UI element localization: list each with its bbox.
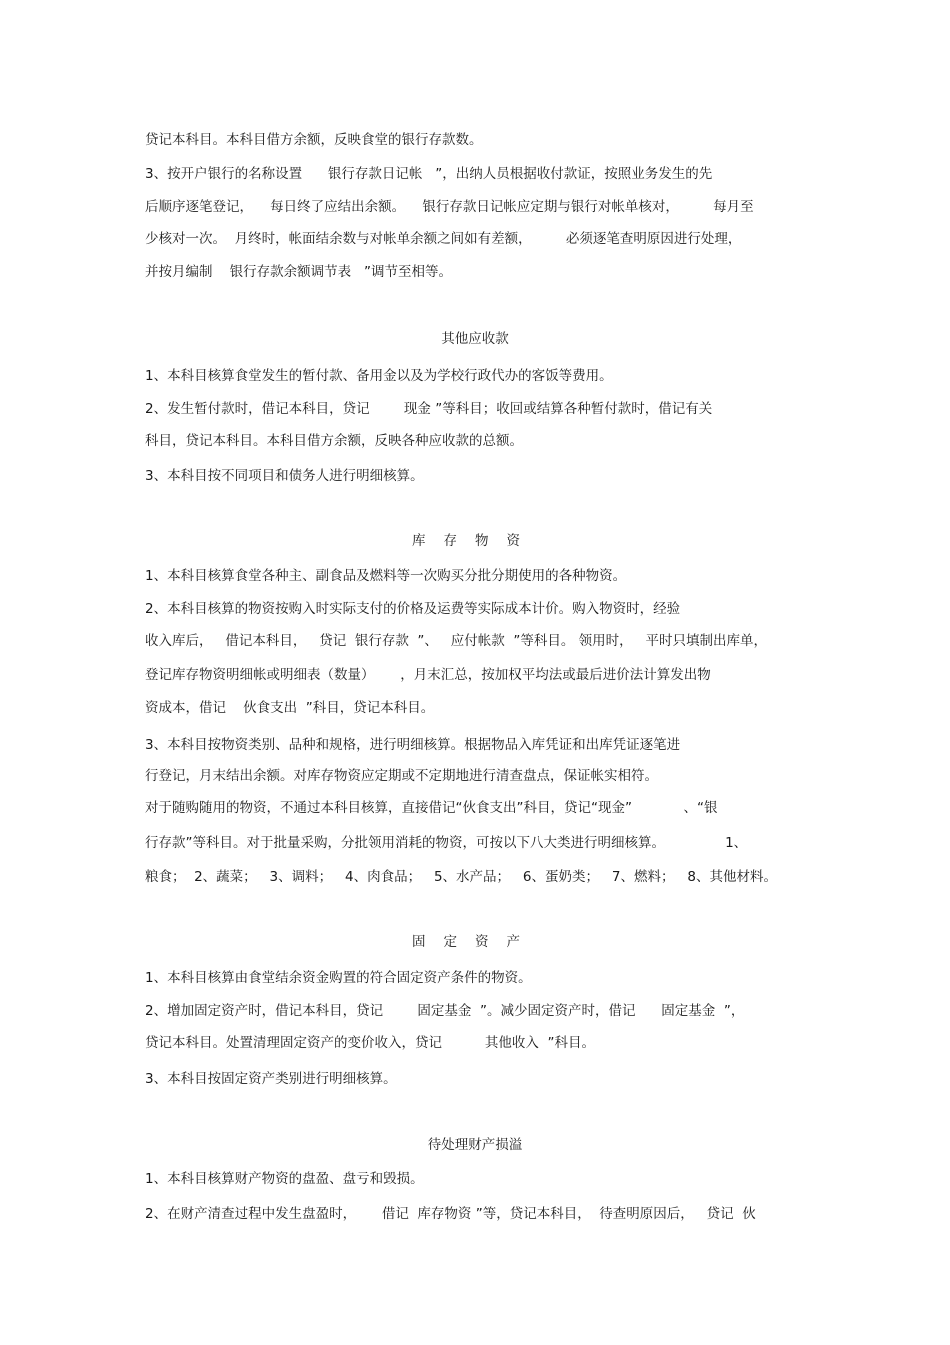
paragraph-line: 贷记本科目。处置清理固定资产的变价收入，贷记 其他收入 ”科目。 (145, 1035, 595, 1051)
paragraph-line: 资成本，借记 伙食支出 ”科目，贷记本科目。 (145, 700, 435, 716)
paragraph-line: 行存款”等科目。对于批量采购，分批领用消耗的物资，可按以下八大类进行明细核算。 1、 (145, 835, 748, 851)
paragraph-line: 3、按开户银行的名称设置 银行存款日记帐 ”，出纳人员根据收付款证，按照业务发生的先 (145, 166, 713, 182)
paragraph-line: 2、本科目核算的物资按购入时实际支付的价格及运费等实际成本计价。购入物资时，经验 (145, 601, 681, 617)
paragraph-line: 科目，贷记本科目。本科目借方余额，反映各种应收款的总额。 (145, 433, 523, 449)
section-title-fixed-assets: 固定资产 (412, 934, 538, 950)
section-title-pending-losses: 待处理财产损溢 (427, 1137, 523, 1153)
paragraph-line: 3、本科目按不同项目和债务人进行明细核算。 (145, 468, 424, 484)
paragraph-line: 1、本科目核算财产物资的盘盈、盘亏和毁损。 (145, 1171, 424, 1187)
paragraph-line: 2、增加固定资产时，借记本科目，贷记 固定基金 ”。减少固定资产时，借记 固定基金 ”， (145, 1003, 745, 1019)
paragraph-line: 3、本科目按固定资产类别进行明细核算。 (145, 1071, 397, 1087)
paragraph-line: 2、在财产清查过程中发生盘盈时， 借记 库存物资 ”等，贷记本科目， 待查明原因后， 贷记 伙 (145, 1206, 756, 1222)
section-title-inventory: 库存物资 (412, 533, 538, 549)
paragraph-line: 2、发生暂付款时，借记本科目，贷记 现金 ”等科目；收回或结算各种暂付款时，借记有关 (145, 401, 713, 417)
section-title-other-receivables: 其他应收款 (441, 331, 509, 347)
paragraph-line: 贷记本科目。本科目借方余额，反映食堂的银行存款数。 (145, 132, 483, 148)
paragraph-line: 粮食； 2、蔬菜； 3、调料； 4、肉食品； 5、水产品； 6、蛋奶类； 7、燃料； 8、其他材料。 (145, 869, 777, 885)
paragraph-line: 少核对一次。 月终时，帐面结余数与对帐单余额之间如有差额， 必须逐笔查明原因进行处理， (145, 231, 742, 247)
paragraph-line: 3、本科目按物资类别、品种和规格，进行明细核算。根据物品入库凭证和出库凭证逐笔进 (145, 737, 681, 753)
paragraph-line: 收入库后， 借记本科目， 贷记 银行存款 ”、 应付帐款 ”等科目。 领用时， 平时只填制出库单， (145, 633, 768, 649)
paragraph-line: 并按月编制 银行存款余额调节表 ”调节至相等。 (145, 264, 453, 280)
paragraph-line: 登记库存物资明细帐或明细表（数量） ，月末汇总，按加权平均法或最后进价法计算发出物 (145, 667, 711, 683)
paragraph-line: 1、本科目核算食堂发生的暂付款、备用金以及为学校行政代办的客饭等费用。 (145, 368, 613, 384)
paragraph-line: 1、本科目核算由食堂结余资金购置的符合固定资产条件的物资。 (145, 970, 532, 986)
paragraph-line: 后顺序逐笔登记， 每日终了应结出余额。 银行存款日记帐应定期与银行对帐单核对， 每月至 (145, 199, 754, 215)
paragraph-line: 对于随购随用的物资，不通过本科目核算，直接借记“伙食支出”科目，贷记“现金” 、“银 (145, 800, 718, 816)
paragraph-line: 行登记，月末结出余额。对库存物资应定期或不定期地进行清查盘点，保证帐实相符。 (145, 768, 658, 784)
paragraph-line: 1、本科目核算食堂各种主、副食品及燃料等一次购买分批分期使用的各种物资。 (145, 568, 627, 584)
